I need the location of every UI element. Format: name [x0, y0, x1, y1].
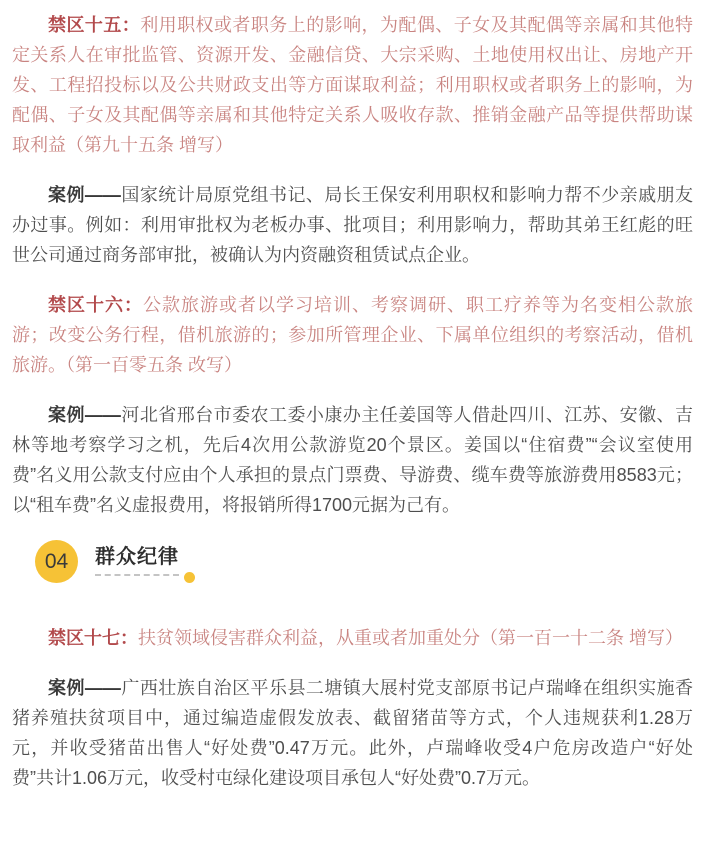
- case-text: 国家统计局原党组书记、局长王保安利用职权和影响力帮不少亲戚朋友办过事。例如：利用审批权为老板办事、批项目；利用影响力，帮助其弟王红彪的旺世公司通过商务部审批，被确认为内资融资租赁试点企业。: [12, 185, 694, 265]
- case-paragraph-wangbaoan: [12, 180, 693, 270]
- forbidden-zone-16-paragraph: [12, 290, 693, 380]
- case-label: 案例——: [48, 185, 121, 205]
- forbidden-zone-17-label: 禁区十七：: [48, 628, 138, 648]
- forbidden-zone-16-label: 禁区十六：: [48, 295, 143, 315]
- section-title: 群众纪律: [95, 546, 179, 568]
- section-number-badge: 04: [35, 540, 78, 583]
- case-paragraph-jiangguo: [12, 400, 693, 520]
- case-text: 河北省邢台市委农工委小康办主任姜国等人借赴四川、江苏、安徽、吉林等地考察学习之机，先后4次用公款游览20个景区。姜国以“住宿费”“会议室使用费”名义用公款支付应由个人承担的景点门票费、导游费、缆车费等旅游费用8583元；以“租车费”名义虚报费用，将报销所得1700元据为己有。: [12, 405, 694, 515]
- section-title-wrap: [95, 546, 179, 576]
- forbidden-zone-17-paragraph: [12, 623, 693, 653]
- yellow-dot: [184, 572, 195, 583]
- forbidden-zone-15-label: 禁区十五：: [48, 15, 141, 35]
- forbidden-zone-16-text: 公款旅游或者以学习培训、考察调研、职工疗养等为名变相公款旅游；改变公务行程，借机旅游的；参加所管理企业、下属单位组织的考察活动，借机旅游。（第一百零五条 改写）: [12, 295, 693, 375]
- case-label: 案例——: [48, 678, 121, 698]
- forbidden-zone-15-paragraph: [12, 10, 693, 160]
- case-paragraph-luruifeng: [12, 673, 693, 793]
- case-text: 广西壮族自治区平乐县二塘镇大展村党支部原书记卢瑞峰在组织实施香猪养殖扶贫项目中，通过编造虚假发放表、截留猪苗等方式，个人违规获利1.28万元，并收受猪苗出售人“好处费”0.47万元。此外，卢瑞峰收受4户危房改造户“好处费”共计1.06万元，收受村屯绿化建设项目承包人“好处费”0.7万元。: [12, 678, 694, 788]
- forbidden-zone-17-text: 扶贫领域侵害群众利益，从重或者加重处分（第一百一十二条 增写）: [138, 628, 683, 648]
- case-label: 案例——: [48, 405, 121, 425]
- section-header-04: [35, 540, 693, 583]
- dashed-underline: [95, 574, 179, 576]
- forbidden-zone-15-text: 利用职权或者职务上的影响，为配偶、子女及其配偶等亲属和其他特定关系人在审批监管、资源开发、金融信贷、大宗采购、土地使用权出让、房地产开发、工程招投标以及公共财政支出等方面谋取利益；利用职权或者职务上的影响，为配偶、子女及其配偶等亲属和其他特定关系人吸收存款、推销金融产品等提供帮助谋取利益（第九十五条 增写）: [12, 15, 694, 155]
